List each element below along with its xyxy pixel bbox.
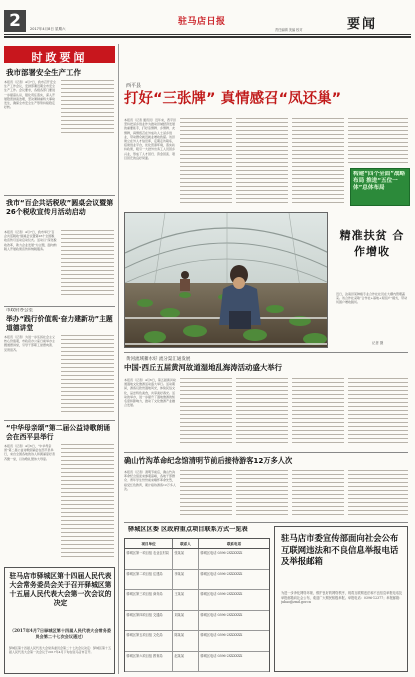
divider [4, 306, 115, 307]
announcement-sub: （2017年4月7日驿城区第十四届人民代表大会常务委员会第二十七次会议通过） [9, 628, 112, 639]
table-row [125, 611, 269, 632]
s4-title: “中华母亲颂”第二届公益诗歌朗诵会在西平县举行 [6, 424, 111, 441]
table-cell: 驿城区电话 0396-2XXXXXX [200, 612, 243, 617]
table-cell: 王某某 [173, 590, 199, 610]
s6-body: 本报讯（记者）清明节前后，确山竹沟革命纪念馆迎来参观高峰，各地干部群众、青年学生纷纷前来缅怀革命先烈，接受红色教育，累计接待游客12万多人次。 [124, 470, 176, 491]
table-cell: 刘某某 [173, 611, 199, 631]
notice-body: 为进一步净化网络环境，维护良好的网络秩序，现将互联网违法和不良信息举报电话及举报邮箱向社会公布，欢迎广大网民积极举报。举报电话：0396-12377；举报邮箱：jubao@zmd.gov.cn [281, 591, 403, 605]
s6-body-col4 [292, 470, 344, 518]
table-row [125, 652, 269, 673]
masthead-rule [4, 34, 411, 35]
s3-body-cont [61, 335, 114, 415]
lead-body-col2 [180, 118, 232, 208]
s5-body-col3 [236, 378, 288, 448]
s1-title: 我市部署安全生产工作 [6, 68, 81, 77]
paper-name-logo: 驻马店日报 [178, 17, 226, 27]
s6-title: 确山竹沟革命纪念馆清明节前后接待游客12万多人次 [124, 456, 293, 465]
divider [4, 195, 115, 196]
table-cell: 驿城区第一项目组 农业农村局 [125, 549, 173, 569]
s5-kicker: 黄河流域蓄水好 流分渠汇通发展 [126, 357, 191, 362]
s5-body-col4 [292, 378, 344, 448]
slogan-text: 构建“四个全面”战略布局 推进“五位一体”总体布局 [353, 171, 406, 192]
lead-body-col4 [292, 118, 344, 208]
announcement-title: 驻马店市驿城区第十四届人民代表大会常务委员会关于召开驿城区第十五届人民代表大会第一次会议的决定 [9, 572, 112, 607]
photo-caption: 近日，汝南县某种植专业合作社社员在大棚内管理蔬菜。该合作社采取“合作社+基地+贫困户”模式，带动贫困户增收脱贫。 [336, 292, 408, 305]
table-cell: 驿城区电话 0396-2XXXXXX [200, 571, 243, 576]
page-number-box [4, 10, 26, 32]
table-cell: 驿城区电话 0396-2XXXXXX [200, 653, 243, 658]
lead-body-col5 [348, 118, 408, 166]
s1-body: 本报讯（记者）4月7日，我市召开安全生产工作会议，安排部署近期全市安全生产工作。会议要求，各级各部门要进一步提高认识，强化责任落实，深入开展隐患排查治理，坚决遏制重特大事故发生，确保全市安全生产形势持续稳定好转。 [4, 80, 56, 110]
s5-title: 中国·西丘五届黄河故道湿地乱海涛活动盛大举行 [124, 363, 283, 372]
greenhouse-photo [125, 213, 328, 348]
table-cell: 驿城区第四项目组 交通局 [125, 611, 173, 631]
column-divider [118, 44, 119, 674]
s1-body-cont [61, 80, 114, 136]
s5-body-col2 [180, 378, 232, 448]
table-row [125, 590, 269, 611]
notice-title: 驻马店市委宣传部面向社会公布互联网违法和不良信息举报电话及举报邮箱 [281, 533, 399, 567]
divider [124, 452, 408, 453]
table-row [125, 631, 269, 652]
table-cell: 陈某某 [173, 631, 199, 651]
s3-body: 本报讯（记者）为进一步弘扬社会主义核心价值观，市政府办公室日前举办主题道德讲堂，引导干部职工崇德向善、见贤思齐。 [4, 335, 56, 352]
table-cell: 驿城区第五项目组 文化局 [125, 631, 173, 651]
announcement-body: 驿城区第十四届人民代表大会常务委员会第二十七次会议决定：驿城区第十五届人民代表大会第一次会议于2017年4月下旬在驻马店市召开。 [9, 646, 112, 655]
table-body [125, 549, 269, 672]
s2-body-cont [61, 230, 114, 300]
table-title: 驿城区区委 区政府重点项目联系方式一览表 [128, 526, 248, 533]
news-banner-label: 时政要闻 [31, 51, 88, 64]
announcement-box [4, 567, 115, 674]
table-header-cell: 项目单位 [125, 539, 173, 548]
s3-title: 举办“践行价值观·奋力建新功”主题道德讲堂 [6, 315, 113, 332]
lead-kicker: 西平县 [126, 83, 142, 89]
divider [124, 522, 408, 523]
table-cell: 驿城区第六项目组 教育局 [125, 652, 173, 672]
slogan-box [350, 168, 410, 206]
table-cell: 赵某某 [173, 652, 199, 672]
s6-body-col3 [236, 470, 288, 518]
table-cell: 驿城区电话 0396-2XXXXXX [200, 551, 243, 555]
photo-caption-big: 精准扶贫 合作增收 [339, 229, 405, 258]
section-title: 要闻 [347, 17, 378, 32]
table-cell: 驿城区第二项目组 住建局 [125, 570, 173, 590]
left-column [4, 44, 115, 674]
s4-body: 本报讯（记者）4月6日，“中华母亲颂”第二届公益诗歌朗诵会在西平县举行，来自全国各地的诗人和朗诵爱好者齐聚一堂，以诗歌礼赞伟大母爱。 [4, 444, 56, 461]
table-header-row [125, 539, 269, 549]
table-cell: 驿城区电话 0396-2XXXXXX [200, 592, 243, 596]
s3-kicker: 市政府办公室 [6, 308, 33, 313]
news-photo [124, 212, 328, 348]
s6-body-col2 [180, 470, 232, 518]
lead-title: 打好“三张牌” 真情感召“凤还巢” [124, 91, 342, 107]
divider [4, 420, 115, 421]
editor-line: 责任编辑 美编 校对 [275, 28, 303, 32]
table-header-cell: 联系电话 [226, 542, 242, 546]
lead-body-col3 [236, 118, 288, 208]
table-header-cell: 联系人 [173, 539, 199, 548]
date-line: 2017年4月8日 星期六 [30, 27, 66, 31]
contact-table [124, 538, 270, 672]
notice-box [274, 526, 408, 672]
s6-body-col5 [348, 470, 408, 518]
s4-body-cont [61, 444, 114, 562]
masthead [0, 0, 415, 44]
table-cell: 驿城区电话 0396-2XXXXXX [200, 633, 243, 637]
background-figure [180, 271, 190, 291]
s5-body-col5 [348, 378, 408, 448]
lead-body: 本报讯（记者 通讯员）近年来，西平县坚持把返乡创业作为推动县域经济发展的重要抓手，打好亲情牌、乡情牌、友情牌，真情感召在外成功人士返乡创业，带动群众就近就业增收致富。该县建立在外人才信息库，定期走访联系，搭建创业平台，优化营商环境，落实扶持政策，吸引一大批外出务工人员回乡兴业，形成了人才回归、资金回流、项目回迁的良好局面。 [124, 118, 176, 160]
table-cell: 驿城区第三项目组 商务局 [125, 590, 173, 610]
page-number: 2 [9, 11, 21, 31]
table-cell: 李某某 [173, 570, 199, 590]
masthead-rule-thick [4, 36, 411, 38]
table-row [125, 570, 269, 591]
table-cell: 张某某 [173, 549, 199, 569]
news-banner [4, 46, 115, 63]
photo-credit: 记者 摄 [372, 341, 384, 345]
s2-body: 本报讯（记者）4月7日，我市举行“百企共话税收”圆桌会议暨第26个全国税收宣传月活动启动仪式。活动以“深化税收改革，助力企业发展”为主题，面向纳税人开展政策宣传和纳税服务。 [4, 230, 57, 251]
divider [124, 352, 408, 353]
table-row [125, 549, 269, 570]
s5-body: 本报讯（记者）4月6日，第五届黄河故道湿地文化旅游活动盛大举行。活动期间，游客们欣赏湿地风光，体验民俗文化，品尝特色美食，共享美好春光。活动的举办，进一步提升了湿地旅游的知名度和影响力，推动了文化旅游产业融合发展。 [124, 378, 176, 408]
s2-title: 我市“百企共话税收”圆桌会议暨第26个税收宣传月活动启动 [6, 199, 114, 216]
